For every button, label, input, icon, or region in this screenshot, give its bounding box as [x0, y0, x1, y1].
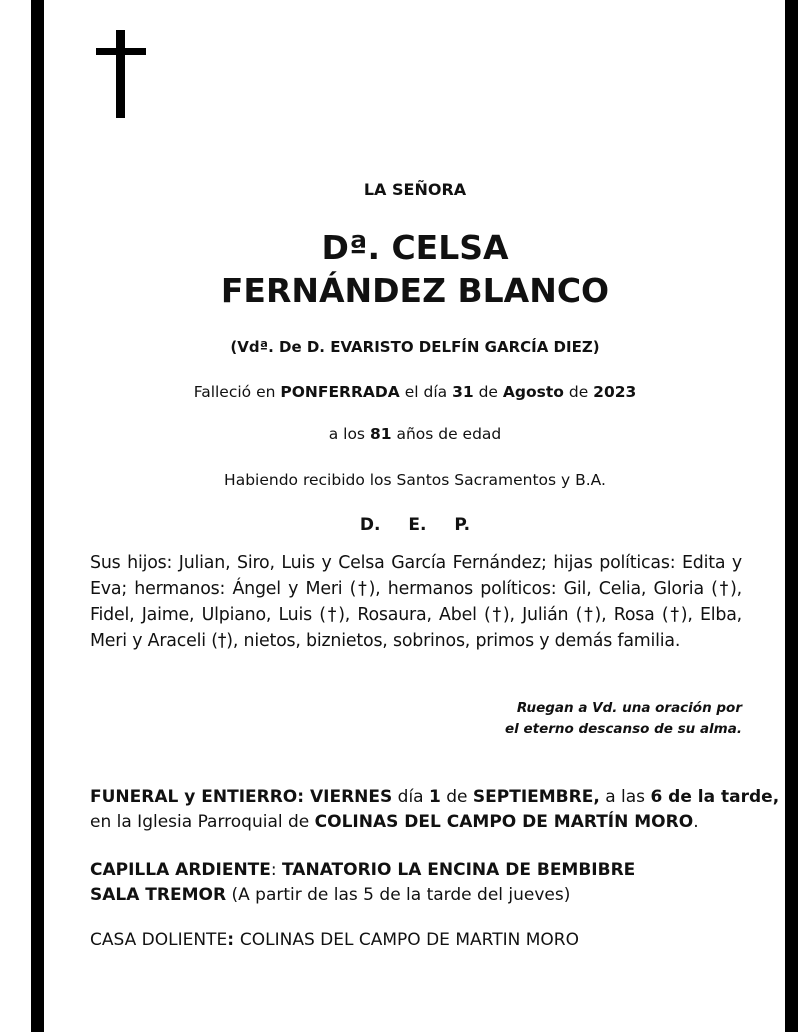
sacraments-line: Habiendo recibido los Santos Sacramentos y B.A.	[224, 471, 606, 489]
chapel-info: CAPILLA ARDIENTE: TANATORIO LA ENCINA DE BEMBIBRE SALA TREMOR (A partir de las 5 de la tarde del jueves)	[90, 860, 636, 905]
dep-line: D. E. P.	[359, 515, 471, 535]
age-years: 81	[369, 425, 392, 443]
funeral-time: 6 de la tarde,	[650, 787, 780, 807]
deceased-name-line1: Dª. CELSA	[321, 228, 509, 267]
right-border	[785, 0, 798, 1032]
prayer-request	[440, 698, 742, 740]
funeral-info: FUNERAL y ENTIERRO: VIERNES día 1 de SEPTIEMBRE, a las 6 de la tarde, en la Iglesia Parroquial de COLINAS DEL CAMPO DE MARTÍN MORO.	[90, 787, 780, 832]
chapel-label: CAPILLA ARDIENTE	[90, 860, 271, 880]
funeral-month: SEPTIEMBRE,	[472, 787, 600, 807]
death-place: PONFERRADA	[280, 383, 400, 401]
chapel-note: (A partir de las 5 de la tarde del jueves)	[226, 885, 571, 905]
funeral-church: COLINAS DEL CAMPO DE MARTÍN MORO	[314, 812, 694, 832]
death-line: Falleció en PONFERRADA el día 31 de Agosto de 2023	[193, 383, 637, 401]
funeral-day: 1	[429, 787, 441, 807]
deceased-name-line2: FERNÁNDEZ BLANCO	[220, 271, 610, 310]
prayer-line1: Ruegan a Vd. una oración por	[516, 700, 742, 716]
left-border	[31, 0, 44, 1032]
death-month: Agosto	[502, 383, 564, 401]
chapel-place: TANATORIO LA ENCINA DE BEMBIBRE	[282, 860, 636, 880]
chapel-room: SALA TREMOR	[90, 885, 227, 905]
prayer-line2: el eterno descanso de su alma.	[505, 721, 742, 737]
age-line: a los 81 años de edad	[328, 425, 502, 443]
death-day: 31	[452, 383, 474, 401]
latin-cross-icon	[96, 30, 146, 118]
mourning-house-info: CASA DOLIENTE: COLINAS DEL CAMPO DE MARTIN MORO	[90, 930, 579, 950]
heading-title: LA SEÑORA	[363, 180, 467, 199]
widow-of: (Vdª. De D. EVARISTO DELFÍN GARCÍA DIEZ)	[230, 338, 600, 356]
death-year: 2023	[593, 383, 637, 401]
family-paragraph: Sus hijos: Julian, Siro, Luis y Celsa García Fernández; hijas políticas: Edita y Eva; hermanos: Ángel y Meri (†), hermanos políticos: Gil, Celia, Gloria (†), Fidel, Jaime, Ulpiano, Luis (†), Rosaura, Abel (†), Julián (†), Rosa (†), Elba, Meri y Araceli (†), nietos, biznietos, sobrinos, primos y demás familia.	[90, 553, 742, 651]
house-label: CASA DOLIENTE	[90, 930, 228, 950]
funeral-label: FUNERAL y ENTIERRO: VIERNES	[90, 787, 393, 807]
house-place: COLINAS DEL CAMPO DE MARTIN MORO	[239, 930, 579, 950]
